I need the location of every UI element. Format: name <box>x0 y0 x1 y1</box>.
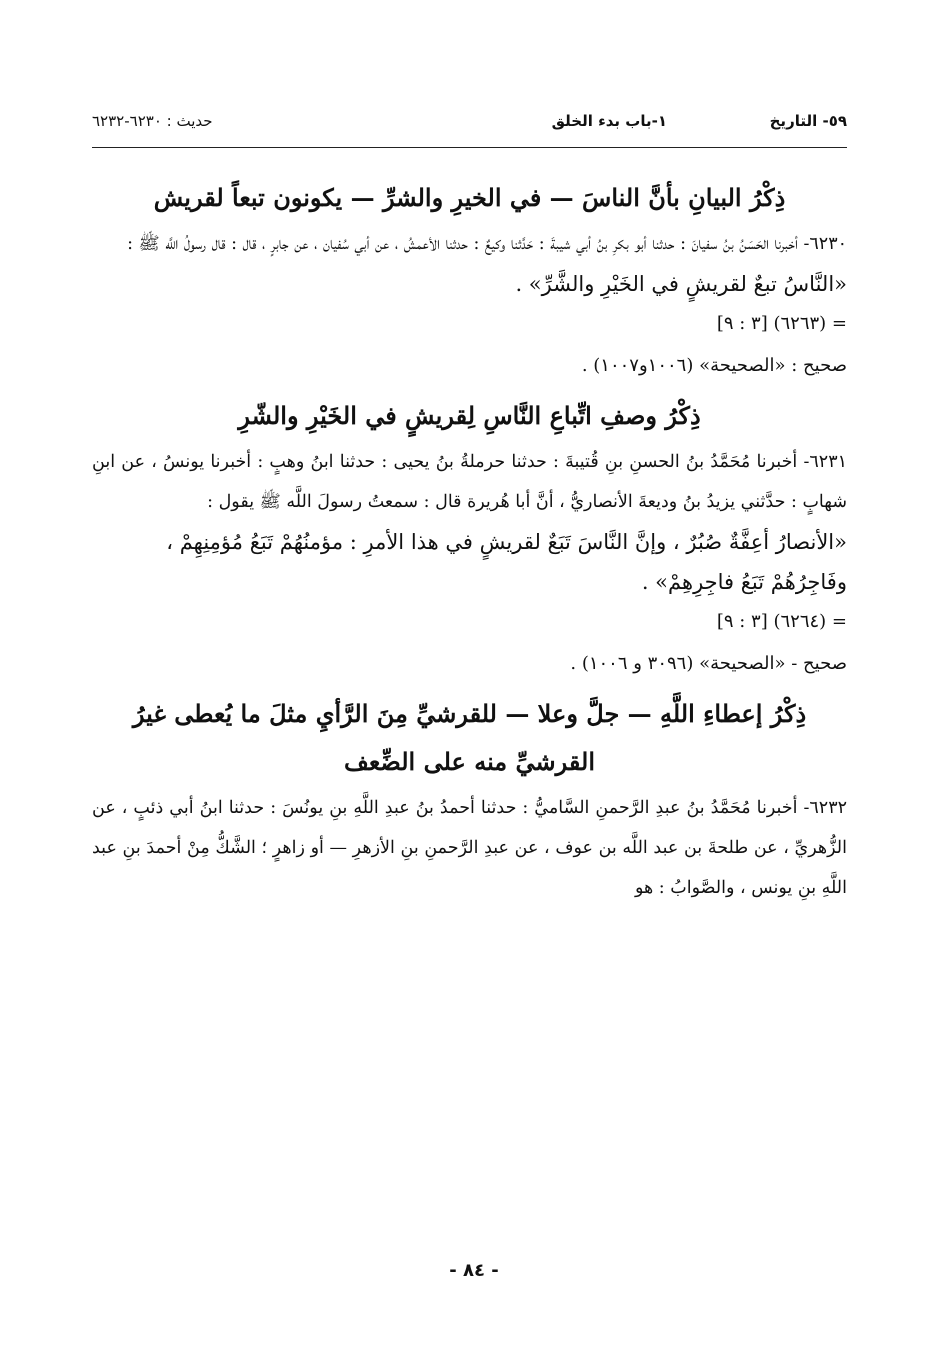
hadith-text: ٦٢٣٢- أخبرنا مُحَمَّدُ بنُ عبدِ الرَّحمنِ السَّاميُّ : حدثنا أحمدُ بنُ عبدِ اللَّهِ بنِ يونُسَ : حدثنا ابنُ أبي ذئبٍ ، عن الزُّهريِّ ، عن طلحةَ بن عبد اللَّه بن عوف ، عن عبدِ الرَّحمنِ بنِ الأزهرِ — أو زاهرٍ ؛ الشَّكُّ مِنْ أحمدَ بنِ عبد اللَّهِ بنِ يونس ، والصَّوابُ : هو <box>92 798 847 898</box>
section-title: ذِكْرُ وصفِ اتِّباعِ النَّاسِ لِقريشٍ في الخَيْرِ والشّرِ <box>238 401 701 430</box>
hadith-quote: «النَّاسُ تبعٌ لقريشٍ في الخَيْرِ والشَّرِّ» . <box>515 272 847 296</box>
cross-reference: = (٦٢٦٤) [٣ : ٩] <box>716 611 847 632</box>
grading-note: صحيح - «الصحيحة» (٣٠٩٦ و ١٠٠٦) . <box>570 653 847 674</box>
page-body <box>92 170 847 908</box>
cross-reference: = (٦٢٦٣) [٣ : ٩] <box>716 313 847 334</box>
section-title: ذِكْرُ إعطاءِ اللَّهِ — جلَّ وعلا — للقرشيِّ مِنَ الرَّأيِ مثلَ ما يُعطى غيرُ القرشيِّ منه على الضِّعف <box>132 699 807 776</box>
section-title: ذِكْرُ البيانِ بأنَّ الناسَ — في الخيرِ والشرِّ — يكونون تبعاً لقريش <box>153 183 786 212</box>
header-rule <box>92 147 847 148</box>
hadith-text: ٦٢٣٠- أخبرنا الحَسَنُ بنُ سفيانَ : حدثنا أبو بكرِ بنُ أبي شيبةَ : حَدَّثنا وكيعٌ : حدثنا الأعمشُ ، عن أبي سُفيان ، عن جابرٍ ، قال : قال رسولُ اللَّه ﷺ : <box>127 234 847 254</box>
page-number: - ٨٤ - <box>449 1260 499 1281</box>
chapter-title: ١-باب بدء الخلق <box>551 112 667 130</box>
book-title: ٥٩- التاريخ <box>769 112 847 130</box>
hadith-text: ٦٢٣١- أخبرنا مُحَمَّدُ بنُ الحسنِ بنِ قُتيبةَ : حدثنا حرملةُ بنُ يحيى : حدثنا ابنُ وهبٍ : أخبرنا يونسُ ، عن ابنِ شهابٍ : حدَّثني يزيدُ بنُ وديعةَ الأنصاريُّ ، أنَّ أبا هُريرة قال : سمعتُ رسولَ اللَّه ﷺ يقول : <box>92 452 847 512</box>
grading-note: صحيح : «الصحيحة» (١٠٠٦و١٠٠٧) . <box>581 355 847 376</box>
running-header <box>92 108 847 136</box>
hadith-quote: «الأنصارُ أعِفَّةٌ صُبُرٌ ، وإنَّ النَّاسَ تَبَعٌ لقريشٍ في هذا الأمرِ : مؤمنُهُمْ تَبَعُ مُؤمِنِهِمْ ، وفَاجِرُهُمْ تَبَعُ فاجِرِهِمْ» . <box>166 530 847 594</box>
hadith-range: حديث : ٦٢٣٠-٦٢٣٢ <box>92 112 213 130</box>
